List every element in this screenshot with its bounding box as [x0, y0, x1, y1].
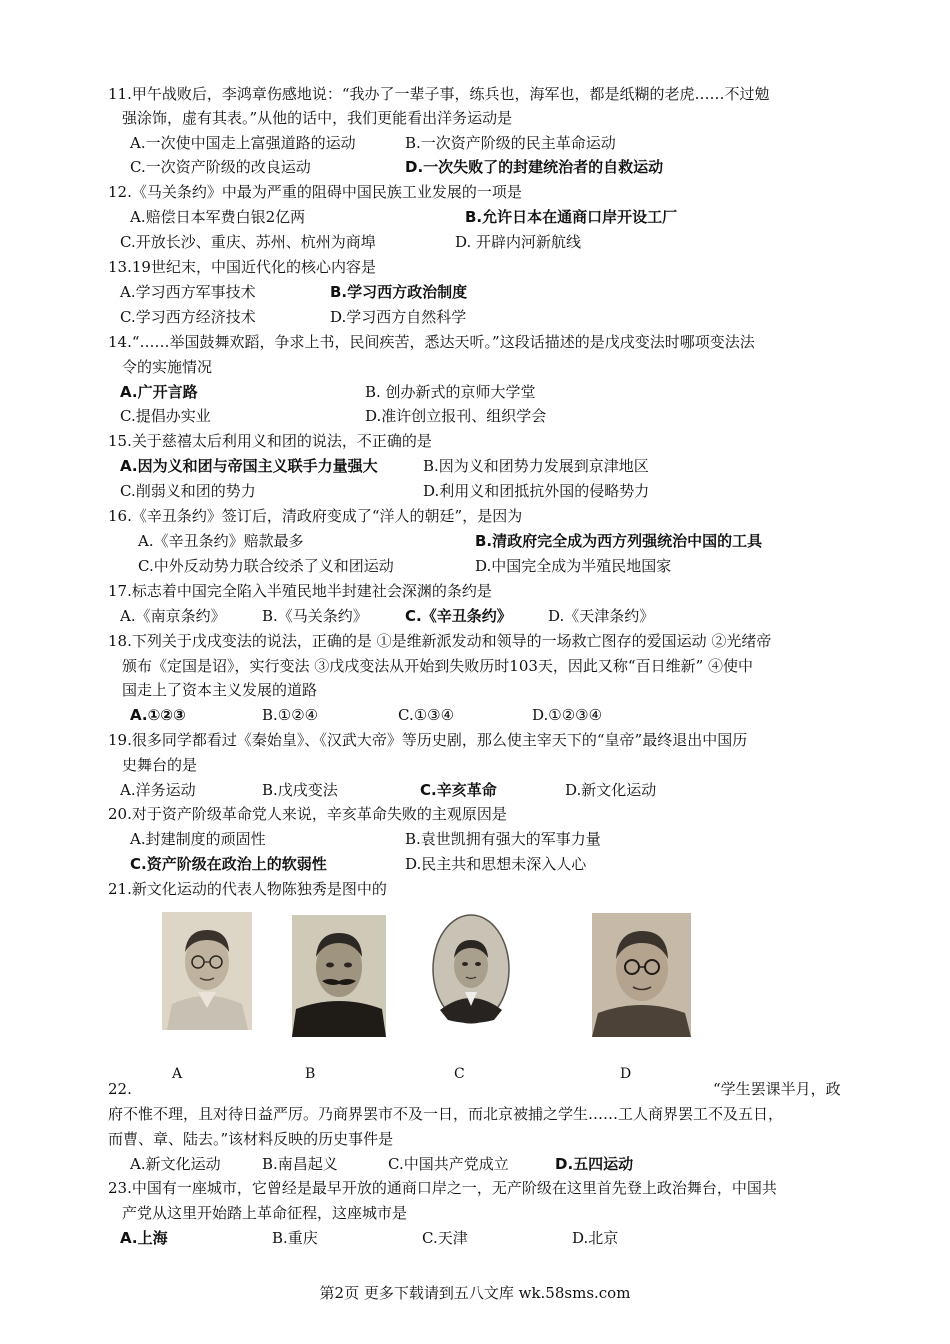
- portrait-c: [432, 914, 510, 1024]
- portrait-d: [592, 913, 691, 1037]
- q20-option-d: D.民主共和思想未深入人心: [405, 855, 587, 873]
- q18-option-a-answer: A.①②③: [130, 706, 186, 724]
- q18-option-d: D.①②③④: [532, 706, 603, 724]
- portrait-label-c: C: [454, 1066, 465, 1082]
- q21-stem: 21.新文化运动的代表人物陈独秀是图中的: [108, 880, 387, 898]
- q16-option-a: A.《辛丑条约》赔款最多: [138, 532, 304, 550]
- q17-option-a: A.《南京条约》: [120, 607, 226, 625]
- q12-option-a: A.赔偿日本军费白银2亿两: [130, 208, 306, 226]
- q18-option-b: B.①②④: [262, 706, 319, 724]
- q17-option-c-answer: C.《辛丑条约》: [405, 607, 512, 625]
- q22-option-c: C.中国共产党成立: [388, 1155, 509, 1173]
- q23-stem-line1: 23.中国有一座城市，它曾经是最早开放的通商口岸之一，无产阶级在这里首先登上政治舞台，中国共: [108, 1179, 777, 1197]
- q15-stem: 15.关于慈禧太后利用义和团的说法，不正确的是: [108, 432, 432, 450]
- q13-option-b-answer: B.学习西方政治制度: [330, 283, 468, 301]
- q14-stem-line1: 14.“……举国鼓舞欢蹈，争求上书，民间疾苦，悉达天听。”这段话描述的是戊戌变法时哪项变法法: [108, 333, 755, 351]
- q13-option-a: A.学习西方军事技术: [120, 283, 256, 301]
- portrait-b: [292, 915, 386, 1037]
- q18-stem-line1: 18.下列关于戊戌变法的说法，正确的是 ①是维新派发动和领导的一场救亡图存的爱国运动 ②光绪帝: [108, 632, 772, 650]
- q11-option-b: B.一次资产阶级的民主革命运动: [405, 134, 616, 152]
- q22-option-a: A.新文化运动: [130, 1155, 221, 1173]
- q22-stem-line2: 府不惟不理，且对待日益严厉。乃商界罢市不及一日，而北京被捕之学生……工人商界罢工不及五日，: [108, 1105, 784, 1123]
- q15-option-d: D.利用义和团抵抗外国的侵略势力: [423, 482, 650, 500]
- q12-stem: 12.《马关条约》中最为严重的阻碍中国民族工业发展的一项是: [108, 183, 522, 201]
- q14-stem-line2: 令的实施情况: [122, 358, 213, 376]
- q11-option-c: C.一次资产阶级的改良运动: [130, 158, 311, 176]
- q16-option-c: C.中外反动势力联合绞杀了义和团运动: [138, 557, 394, 575]
- q19-option-b: B.戊戌变法: [262, 781, 338, 799]
- q16-stem: 16.《辛丑条约》签订后，清政府变成了“洋人的朝廷”，是因为: [108, 507, 523, 525]
- q14-option-d: D.准许创立报刊、组织学会: [365, 407, 547, 425]
- page-footer: 第2页 更多下载请到五八文库 wk.58sms.com: [319, 1284, 631, 1302]
- q22-stem-line3: 而曹、章、陆去。”该材料反映的历史事件是: [108, 1130, 394, 1148]
- q23-stem-line2: 产党从这里开始踏上革命征程，这座城市是: [122, 1204, 408, 1222]
- q19-option-a: A.洋务运动: [120, 781, 196, 799]
- q11-stem-line1: 11.甲午战败后，李鸿章伤感地说：“我办了一辈子事，练兵也，海军也，都是纸糊的老虎……不过勉: [108, 85, 770, 103]
- q23-option-d: D.北京: [572, 1229, 619, 1247]
- q17-stem: 17.标志着中国完全陷入半殖民地半封建社会深渊的条约是: [108, 582, 492, 600]
- q12-option-b-answer: B.允许日本在通商口岸开设工厂: [465, 208, 678, 226]
- q11-stem-line2: 强涂饰，虚有其表。”从他的话中，我们更能看出洋务运动是: [122, 109, 513, 127]
- q23-option-b: B.重庆: [272, 1229, 318, 1247]
- q11-option-a: A.一次使中国走上富强道路的运动: [130, 134, 356, 152]
- q16-option-b-answer: B.清政府完全成为西方列强统治中国的工具: [475, 532, 763, 550]
- portrait-a: [162, 912, 252, 1030]
- q15-option-b: B.因为义和团势力发展到京津地区: [423, 457, 649, 475]
- q20-option-c-answer: C.资产阶级在政治上的软弱性: [130, 855, 327, 873]
- q22-stem-line1: “学生罢课半月，政: [713, 1080, 841, 1098]
- q18-stem-line2: 颁布《定国是诏》，实行变法 ③戊戌变法从开始到失败历时103天，因此又称“百日维新” ④使中: [122, 657, 754, 675]
- q22-option-b: B.南昌起义: [262, 1155, 338, 1173]
- q14-option-b: B. 创办新式的京师大学堂: [365, 383, 536, 401]
- q11-option-d-answer: D.一次失败了的封建统治者的自救运动: [405, 158, 664, 176]
- q20-stem: 20.对于资产阶级革命党人来说，辛亥革命失败的主观原因是: [108, 805, 507, 823]
- portrait-label-a: A: [172, 1066, 183, 1082]
- portrait-label-b: B: [305, 1066, 316, 1082]
- q13-stem: 13.19世纪末，中国近代化的核心内容是: [108, 258, 376, 276]
- q20-option-b: B.袁世凯拥有强大的军事力量: [405, 830, 601, 848]
- q14-option-a-answer: A.广开言路: [120, 383, 198, 401]
- q13-option-c: C.学习西方经济技术: [120, 308, 256, 326]
- q15-option-c: C.削弱义和团的势力: [120, 482, 256, 500]
- q18-stem-line3: 国走上了资本主义发展的道路: [122, 681, 318, 699]
- q13-option-d: D.学习西方自然科学: [330, 308, 467, 326]
- q12-option-c: C.开放长沙、重庆、苏州、杭州为商埠: [120, 233, 376, 251]
- q22-option-d-answer: D.五四运动: [555, 1155, 634, 1173]
- q18-option-c: C.①③④: [398, 706, 455, 724]
- q22-number: 22.: [108, 1080, 132, 1098]
- q14-option-c: C.提倡办实业: [120, 407, 211, 425]
- q12-option-d: D. 开辟内河新航线: [455, 233, 582, 251]
- q23-option-a-answer: A.上海: [120, 1229, 168, 1247]
- q19-stem-line2: 史舞台的是: [122, 756, 198, 774]
- q15-option-a-answer: A.因为义和团与帝国主义联手力量强大: [120, 457, 378, 475]
- q19-option-c-answer: C.辛亥革命: [420, 781, 497, 799]
- q17-option-d: D.《天津条约》: [548, 607, 655, 625]
- q19-option-d: D.新文化运动: [565, 781, 657, 799]
- q16-option-d: D.中国完全成为半殖民地国家: [475, 557, 672, 575]
- portrait-label-d: D: [620, 1066, 632, 1082]
- q20-option-a: A.封建制度的顽固性: [130, 830, 266, 848]
- q19-stem-line1: 19.很多同学都看过《秦始皇》、《汉武大帝》等历史剧，那么使主宰天下的“皇帝”最终退出中国历: [108, 731, 748, 749]
- q17-option-b: B.《马关条约》: [262, 607, 368, 625]
- q23-option-c: C.天津: [422, 1229, 468, 1247]
